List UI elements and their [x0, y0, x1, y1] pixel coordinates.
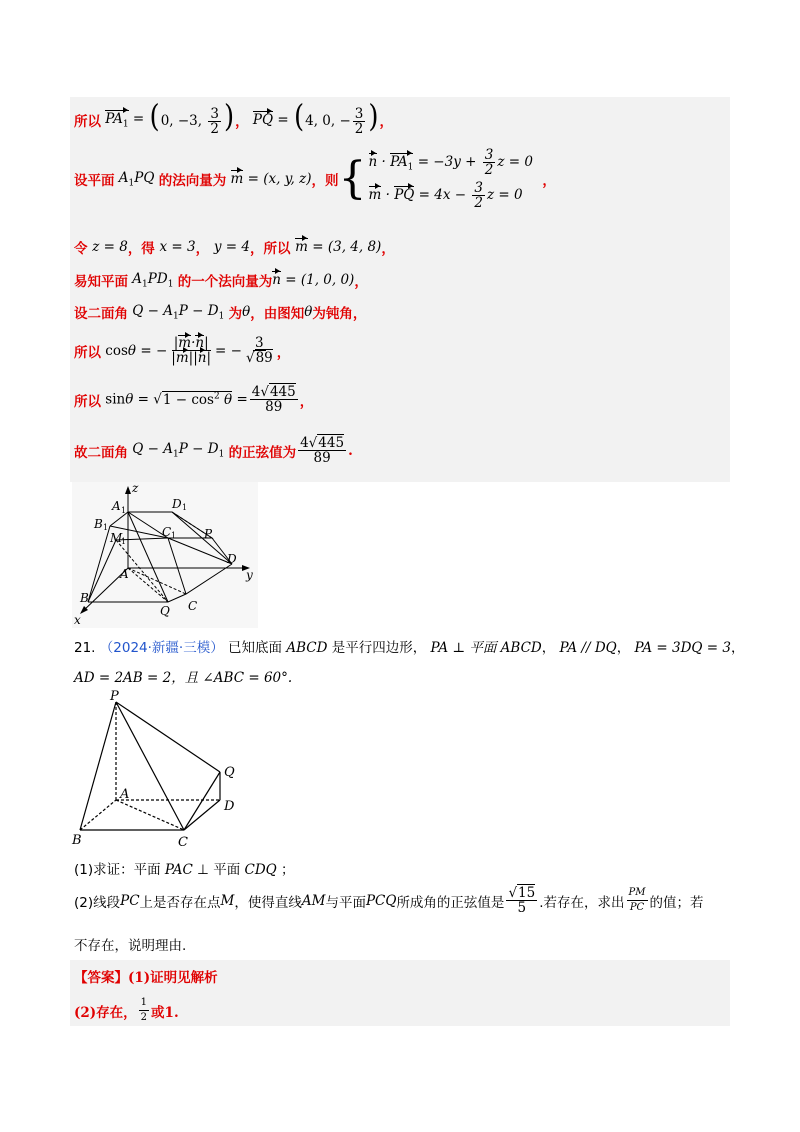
- problem-21-line-1: 21. （2024·新疆·三模） 已知底面 ABCD 是平行四边形， PA ⊥ 平面 ABCD， PA // DQ， PA = 3DQ = 3，: [74, 640, 745, 656]
- question-2-line-1: [74, 886, 704, 915]
- label-m1-sub: 1: [121, 537, 127, 546]
- parallel-condition: PA // DQ: [559, 640, 617, 656]
- label-q2: Q: [224, 765, 235, 780]
- label-p2: P: [110, 689, 119, 704]
- label-a1: A: [112, 499, 121, 513]
- answer-1: (1)证明见解析: [128, 970, 218, 986]
- q1-prefix: (1)求证：平面: [74, 862, 161, 878]
- problem-line-2: AD = 2AB = 2，且 ∠ABC = 60°.: [74, 670, 293, 686]
- q2-d: 与平面: [325, 894, 366, 911]
- q1-perp: ⊥ 平面: [197, 862, 241, 878]
- answer-2: (2)存在，: [74, 1004, 137, 1021]
- q2-g: 的值；若: [649, 894, 704, 911]
- answer-2-end: 或1.: [151, 1004, 179, 1021]
- q2-a: (2)线段: [74, 894, 121, 911]
- perp-condition: PA ⊥ 平面 ABCD: [430, 640, 542, 656]
- label-a: A: [120, 567, 129, 581]
- q2-am: AM: [301, 892, 326, 909]
- pq-value: (4, 0, − $\frac{3}{2}$ ): [293, 99, 379, 137]
- problem-source: （2024·新疆·三模）: [99, 640, 224, 656]
- solution-line-8: 故二面角 $Q - A_1P - D_1$ 的正弦值为 $\frac{4√445}{89}$ .: [74, 435, 353, 466]
- label-y: y: [246, 568, 253, 582]
- solution-line-1: 所以 $PA_1$ = (0, −3, $\frac{3}{2}$ ) ， PQ = (4, 0, − $\frac{3}{2}$ ) ，: [74, 99, 394, 137]
- text-from-fig: ，由图知: [250, 306, 305, 322]
- solution-line-4: 易知平面 $A_1PD_1$ 的一个法向量为 n = (1, 0, 0) ，: [74, 270, 368, 290]
- text-easy: 易知平面: [74, 274, 128, 290]
- vector-m: m = (x, y, z): [230, 171, 312, 187]
- label-c1-sub: 1: [171, 531, 177, 540]
- problem-text-1: 已知底面: [228, 640, 283, 656]
- vec-pq: PQ =: [252, 112, 293, 128]
- label-c: C: [188, 599, 198, 613]
- label-a1-sub: 1: [121, 506, 127, 515]
- length-condition: PA = 3DQ = 3: [634, 640, 731, 656]
- pa1-value: (0, −3, $\frac{3}{2}$ ): [149, 99, 235, 137]
- label-q: Q: [160, 604, 170, 618]
- label-b: B: [80, 591, 89, 605]
- problem-number: 21.: [74, 640, 96, 656]
- vec-pa1: $PA_1$ =: [105, 110, 149, 130]
- q2-ratio: $\frac{PM}{PC}$: [628, 887, 646, 913]
- answer-label: 【答案】: [74, 970, 128, 986]
- label-x: x: [74, 613, 81, 627]
- question-1: [74, 858, 295, 878]
- q1-pac: PAC: [164, 862, 193, 878]
- text-sine-value: 的正弦值为: [228, 444, 297, 461]
- label-a2: A: [120, 787, 130, 802]
- q2-pcq: PCQ: [365, 892, 397, 909]
- label-b1-sub: 1: [103, 523, 109, 532]
- q1-end: ；: [281, 862, 295, 878]
- q2-pc: PC: [120, 892, 140, 909]
- text-therefore: 故二面角: [74, 444, 128, 461]
- text-so-sin: 所以: [74, 393, 101, 410]
- label-z: z: [132, 482, 139, 495]
- q2-f: .若存在，求出: [539, 894, 625, 911]
- label-m1: M: [110, 531, 123, 545]
- text-dihedral: 设二面角: [74, 306, 128, 322]
- problem-text-2: 是平行四边形，: [331, 640, 427, 656]
- q2-c: ，使得直线: [234, 894, 302, 911]
- text-obtuse: 为钝角，: [312, 306, 367, 322]
- figure-2-pyramid: [70, 688, 250, 852]
- question-2-line-2: [74, 934, 186, 954]
- label-d1-sub: 1: [182, 503, 188, 512]
- text-normal: 的法向量为: [158, 173, 227, 189]
- plane-a1pq: $A_1PQ$: [114, 169, 159, 189]
- equation-1: $n \cdot PA_1 = -3y$ + $\frac{3}{2}$ z = 0: [368, 147, 533, 178]
- text-so: 所以: [74, 114, 101, 130]
- solution-line-3: 令 z = 8 ，得 x = 3 ， y = 4 ，所以 m = (3, 4, 8) ，: [74, 239, 395, 257]
- text-so-cos: 所以: [74, 344, 101, 361]
- theta: θ: [242, 304, 251, 320]
- text-as: 为: [228, 306, 243, 322]
- solution-line-6: 所以 cosθ = − $\frac{|m\cdot n|}{|m||n|}$ = − $\frac{3}{√89}$ ，: [74, 335, 291, 366]
- solution-line-2: 设平面 $A_1PQ$ 的法向量为 m = (x, y, z) ，则 { $n \cdot PA_1 = -3y$ + $\frac{3}{2}$ z = 0 m · PQ = 4x − $\frac{3}{2}$ z = 0 ，: [74, 147, 556, 211]
- answer-half: $\frac{1}{2}$: [140, 997, 148, 1023]
- label-d1: D: [172, 497, 182, 511]
- label-c1: C: [162, 525, 172, 539]
- label-p: P: [204, 527, 213, 541]
- label-d: D: [227, 552, 237, 566]
- answer-line-1: [74, 966, 218, 986]
- equation-2: m · PQ = 4x − $\frac{3}{2}$ z = 0: [368, 180, 523, 211]
- label-b1: B: [94, 517, 103, 531]
- q2-e: 所成角的正弦值是: [396, 894, 505, 911]
- q1-cdq: CDQ: [244, 862, 277, 878]
- label-b2: B: [72, 833, 82, 848]
- solution-line-5: 设二面角 $Q - A_1P - D_1$ 为 θ ，由图知 θ 为钝角，: [74, 302, 367, 322]
- equation-system: { $n \cdot PA_1 = -3y$ + $\frac{3}{2}$ z = 0 m · PQ = 4x − $\frac{3}{2}$ z = 0: [338, 147, 533, 211]
- q2-sine-value: $\frac{√15}{5}$: [508, 885, 536, 916]
- solution-line-7: 所以 $\sin\theta = √1 - \cos^2 \theta$ = $\frac{4√445}{89}$ ，: [74, 384, 314, 415]
- q2-b: 上是否存在点: [139, 894, 221, 911]
- answer-line-2: [74, 996, 179, 1025]
- problem-21-line-2: [74, 666, 292, 686]
- label-d2: D: [224, 799, 235, 814]
- q2-h: 不存在，说明理由.: [74, 938, 187, 954]
- text-set-plane: 设平面: [74, 173, 115, 189]
- text-then: ，则: [311, 173, 339, 189]
- figure-1-polyhedron: [72, 482, 258, 628]
- base-abcd: ABCD: [286, 640, 328, 656]
- q2-m: M: [220, 892, 235, 909]
- text-one-normal: 的一个法向量为: [177, 274, 273, 290]
- label-c2: C: [178, 835, 188, 850]
